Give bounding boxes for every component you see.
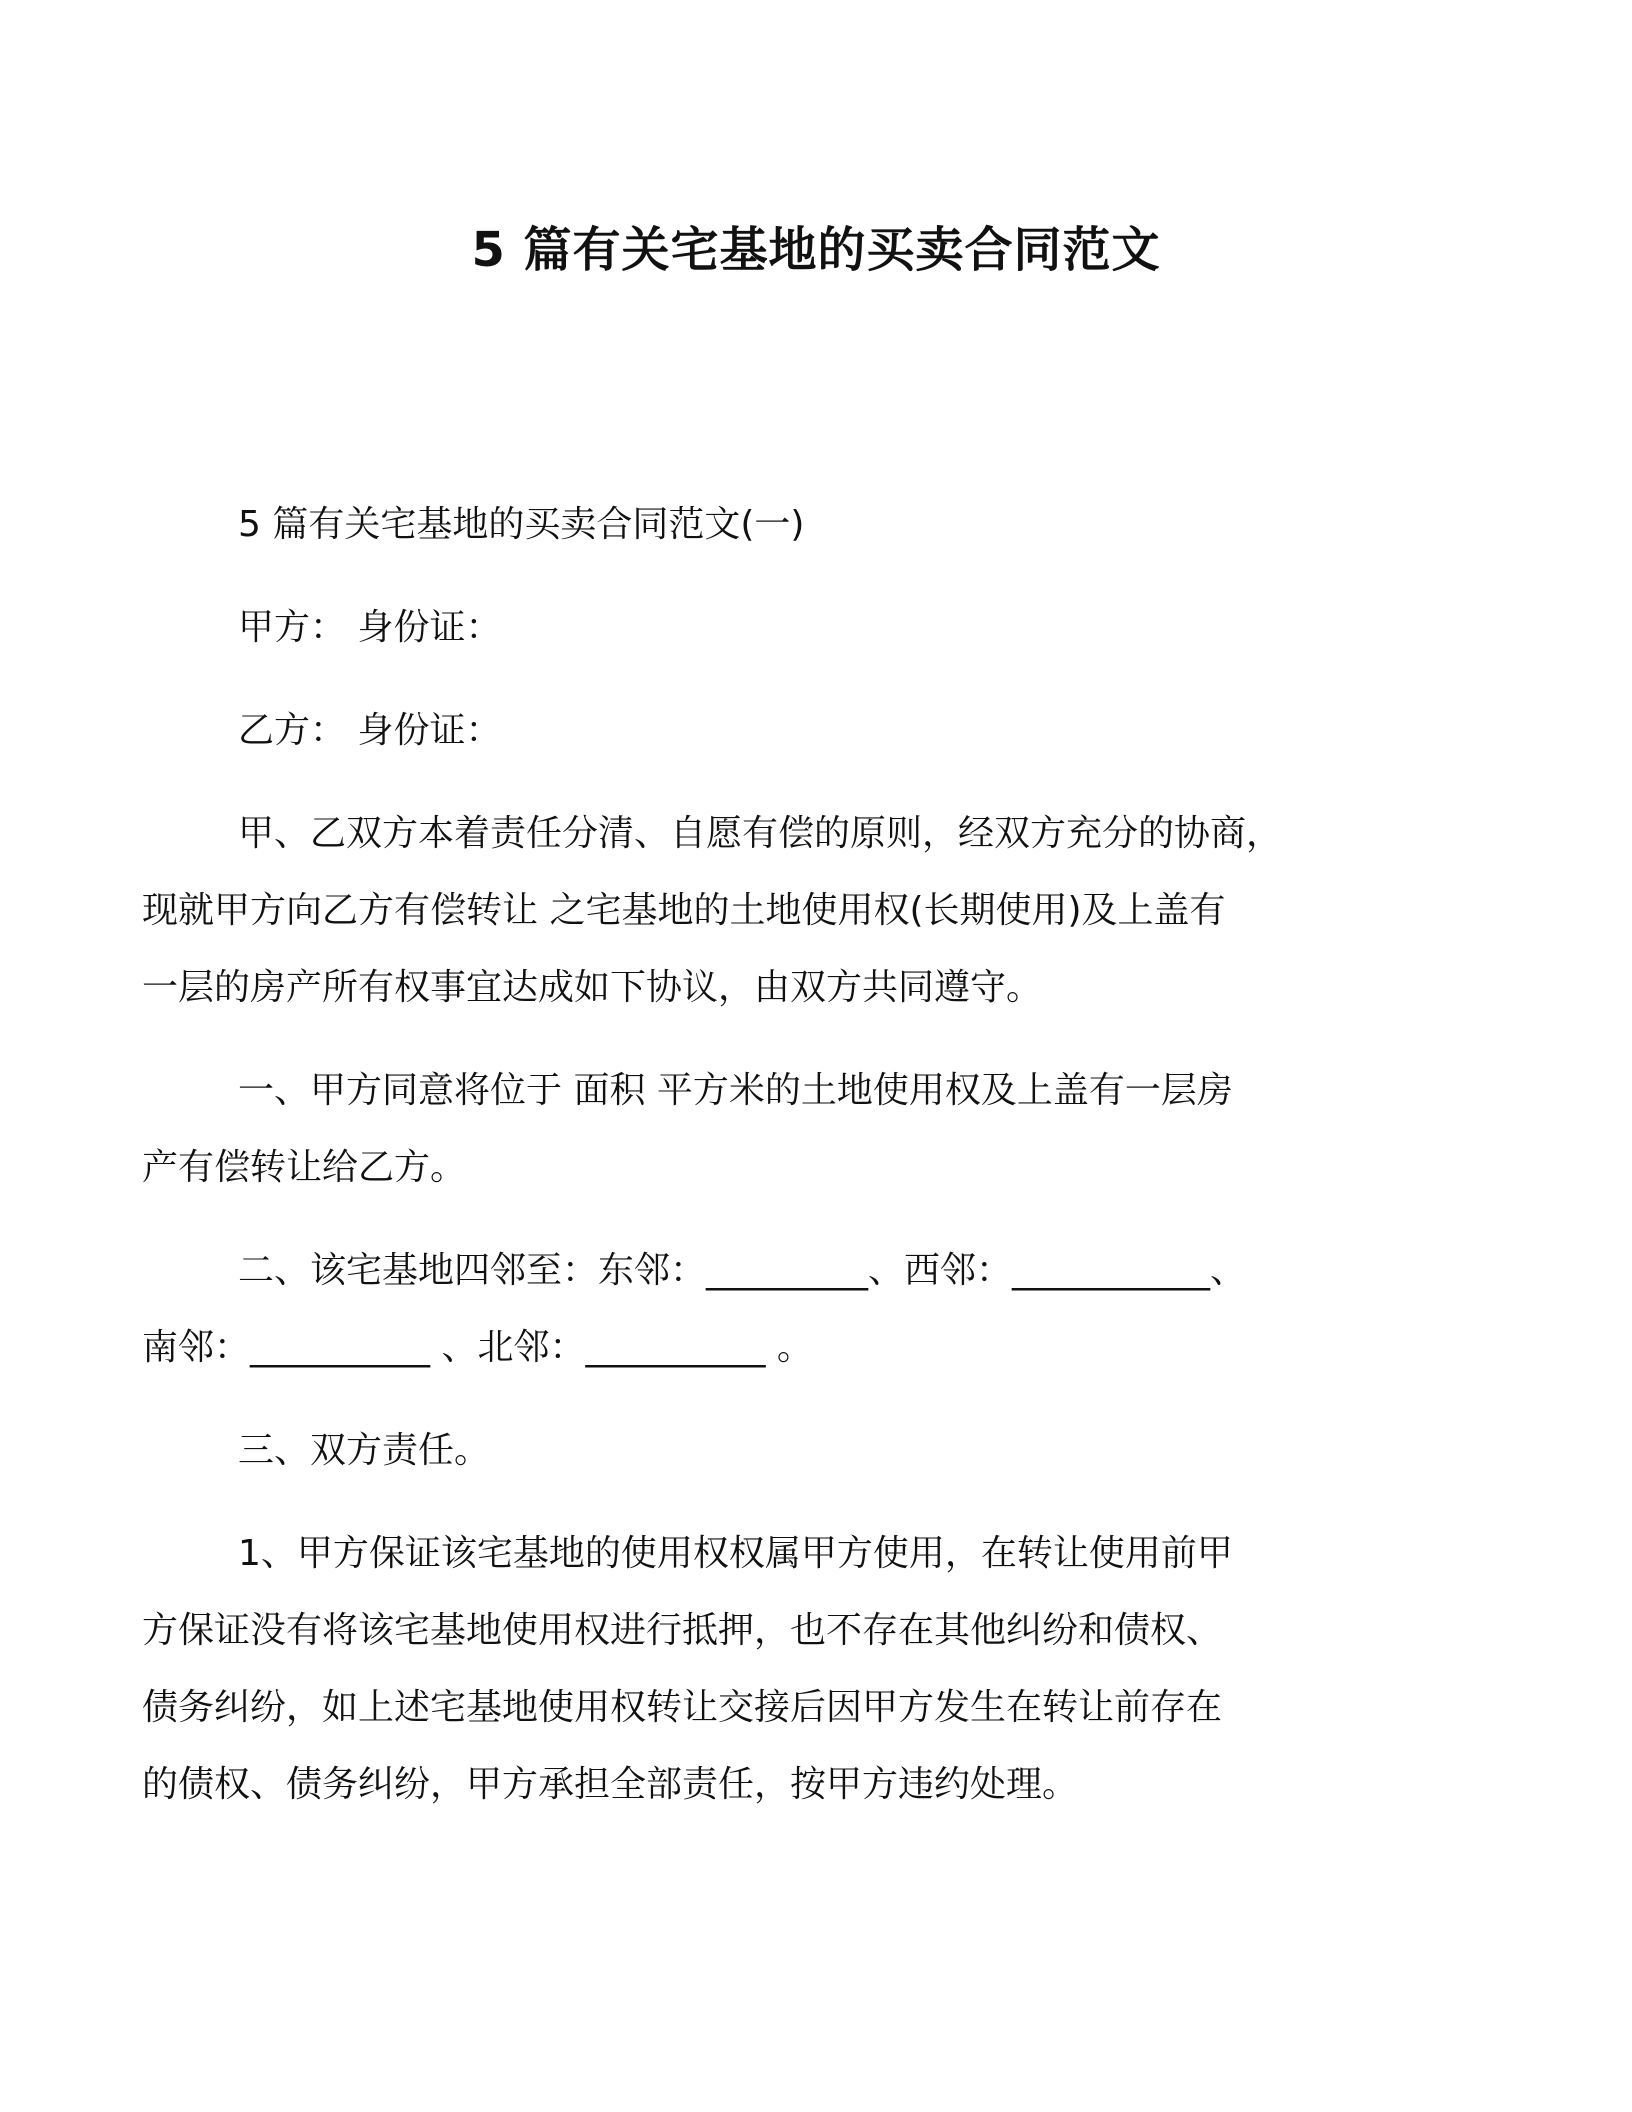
paragraph-clause-2 bbox=[142, 1232, 1398, 1386]
text-line: 5 篇有关宅基地的买卖合同范文(一) bbox=[238, 504, 805, 545]
text-line: 乙方： 身份证： bbox=[238, 710, 502, 751]
text-line: 二、该宅基地四邻至：东邻：_________、西邻：___________、 bbox=[238, 1250, 1247, 1291]
text-line: 甲、乙双方本着责任分清、自愿有偿的原则，经双方充分的协商， bbox=[238, 813, 1283, 854]
paragraph-preamble bbox=[142, 795, 1398, 1026]
paragraph-clause-1 bbox=[142, 1052, 1398, 1206]
text-line: 三、双方责任。 bbox=[238, 1430, 491, 1471]
paragraph-clause-3 bbox=[238, 1412, 1398, 1489]
text-line: 方保证没有将该宅基地使用权进行抵押，也不存在其他纠纷和债权、 bbox=[142, 1610, 1223, 1651]
text-line: 南邻：__________ 、北邻：__________ 。 bbox=[142, 1327, 813, 1368]
text-line: 债务纠纷，如上述宅基地使用权转让交接后因甲方发生在转让前存在 bbox=[142, 1687, 1223, 1728]
paragraph-party-b bbox=[238, 692, 1398, 769]
text-line: 甲方： 身份证： bbox=[238, 607, 502, 648]
document-title: 5 篇有关宅基地的买卖合同范文 bbox=[471, 222, 1161, 278]
text-line: 一层的房产所有权事宜达成如下协议，由双方共同遵守。 bbox=[142, 967, 1043, 1008]
text-line: 一、甲方同意将位于 面积 平方米的土地使用权及上盖有一层房 bbox=[238, 1070, 1233, 1111]
document-body bbox=[142, 486, 1398, 1849]
paragraph-party-a bbox=[238, 589, 1398, 666]
text-line: 1、甲方保证该宅基地的使用权权属甲方使用，在转让使用前甲 bbox=[238, 1533, 1233, 1574]
text-line: 的债权、债务纠纷，甲方承担全部责任，按甲方违约处理。 bbox=[142, 1764, 1079, 1805]
paragraph-heading bbox=[238, 486, 1398, 563]
text-line: 现就甲方向乙方有偿转让 之宅基地的土地使用权(长期使用)及上盖有 bbox=[142, 890, 1226, 931]
text-line: 产有偿转让给乙方。 bbox=[142, 1147, 467, 1188]
paragraph-clause-3-1 bbox=[142, 1515, 1398, 1823]
